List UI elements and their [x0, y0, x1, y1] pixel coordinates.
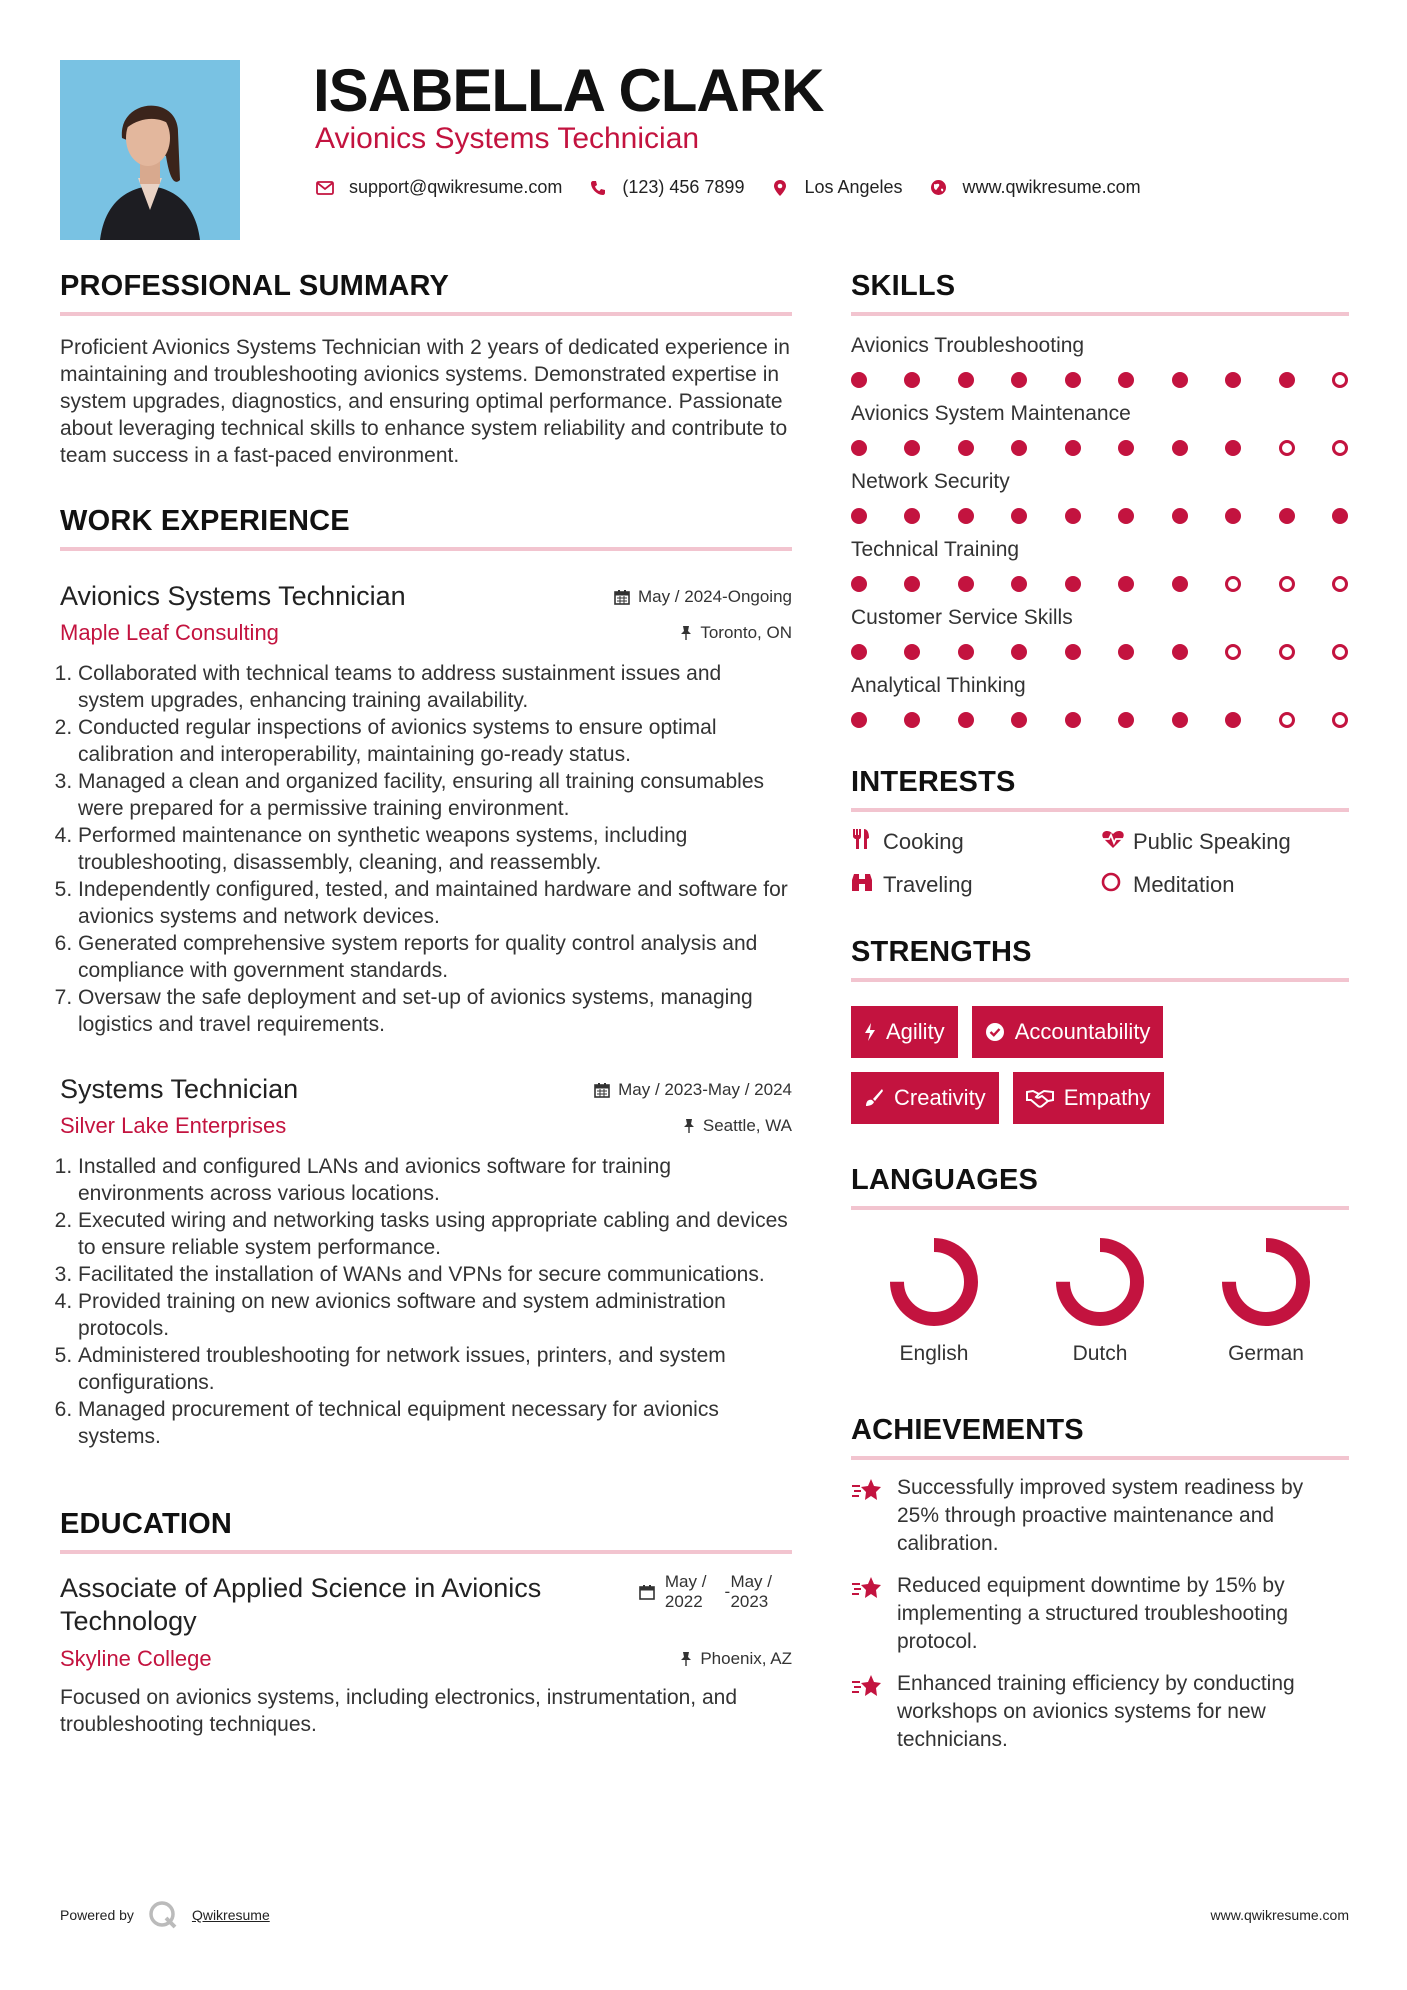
skill-dot-filled: [1279, 372, 1295, 388]
utensils-icon: [851, 828, 871, 856]
skill-dot-filled: [1172, 372, 1188, 388]
edu-end-year: 2023: [730, 1592, 769, 1611]
job-location-text: Seattle, WA: [702, 1116, 792, 1135]
job-bullets: [60, 1153, 792, 1450]
skill-dot-filled: [851, 508, 867, 524]
map-pin-icon: [770, 178, 790, 198]
left-column: [60, 270, 792, 1738]
job-location: [680, 623, 792, 643]
list-item: 5. Independently configured, tested, and maintained hardware and software for avionics systems and network devices.: [78, 876, 792, 930]
skill-dot-filled: [1225, 508, 1241, 524]
skill-dot-empty: [1332, 440, 1348, 456]
skill-dot-filled: [958, 508, 974, 524]
circle-icon: [1101, 872, 1121, 898]
skill-dot-filled: [1118, 508, 1134, 524]
star-icon: [851, 1477, 883, 1508]
profile-photo-illustration: [60, 60, 240, 240]
job-dates: [594, 1080, 792, 1100]
interest-item: [1101, 872, 1349, 898]
skill-dot-filled: [1118, 644, 1134, 660]
contact-phone-text: (123) 456 7899: [622, 177, 745, 197]
skill-dot-filled: [904, 440, 920, 456]
list-item: 6. Generated comprehensive system reports for quality control analysis and compliance with government standards.: [78, 930, 792, 984]
skill-rating: [851, 576, 1348, 592]
skills-section: [851, 270, 1349, 728]
calendar-icon: [614, 589, 630, 605]
interest-label: Traveling: [883, 872, 973, 897]
skill-dot-filled: [851, 576, 867, 592]
skill-dot-filled: [958, 576, 974, 592]
achievements-heading: ACHIEVEMENTS: [851, 1414, 1349, 1460]
edu-start-year: 2022: [664, 1592, 703, 1611]
language-ring: [1218, 1234, 1314, 1330]
strengths-list: [851, 1006, 1349, 1124]
strength-label: Agility: [886, 1019, 945, 1044]
skill-name: Customer Service Skills: [851, 606, 1073, 629]
list-item: 1. Collaborated with technical teams to address sustainment issues and system upgrades, enhancing training availability.: [78, 660, 792, 714]
skill-dot-empty: [1225, 644, 1241, 660]
summary-heading: PROFESSIONAL SUMMARY: [60, 270, 792, 316]
skill-dot-filled: [1225, 440, 1241, 456]
skill-dot-filled: [1172, 712, 1188, 728]
skill-dot-filled: [1118, 712, 1134, 728]
language-name: Dutch: [1072, 1342, 1128, 1365]
contact-website[interactable]: [929, 177, 1141, 198]
skill-dot-filled: [1118, 372, 1134, 388]
contact-bar: [315, 177, 1153, 198]
skills-heading: SKILLS: [851, 270, 1349, 316]
company-name: Maple Leaf Consulting: [60, 620, 279, 645]
list-item: 2. Conducted regular inspections of avionics systems to ensure optimal calibration and interoperability, maintaining go-ready status.: [78, 714, 792, 768]
contact-email[interactable]: [315, 177, 562, 198]
calendar-icon: [594, 1082, 610, 1098]
education-description: Focused on avionics systems, including electronics, instrumentation, and troubleshooting techniques.: [60, 1686, 738, 1736]
skill-rating: [851, 372, 1348, 388]
skill-dot-filled: [904, 372, 920, 388]
job-entry: [60, 581, 792, 1038]
skill-dot-empty: [1332, 712, 1348, 728]
powered-by-label: Powered by: [60, 1907, 134, 1923]
contact-website-text: www.qwikresume.com: [962, 177, 1141, 197]
edu-start-month: May /: [664, 1572, 707, 1591]
language-item: [1183, 1234, 1349, 1366]
skill-name: Analytical Thinking: [851, 674, 1026, 697]
list-item: 1. Installed and configured LANs and avionics software for training environments across various locations.: [78, 1153, 792, 1207]
edu-dash: -: [724, 1582, 731, 1601]
skill-name: Technical Training: [851, 538, 1020, 561]
skill-dot-filled: [958, 440, 974, 456]
skill-dot-filled: [1011, 440, 1027, 456]
strength-badge: [1013, 1072, 1164, 1124]
school-location: [680, 1649, 792, 1669]
skill-dot-empty: [1225, 576, 1241, 592]
brush-icon: [864, 1088, 884, 1108]
list-item: 4. Provided training on new avionics software and system administration protocols.: [78, 1288, 792, 1342]
education-dates: [639, 1572, 772, 1638]
skill-name: Avionics Troubleshooting: [851, 334, 1085, 357]
skill-dot-filled: [1065, 644, 1081, 660]
language-proficiency-arc: [1229, 1245, 1303, 1319]
interest-item: [1101, 828, 1349, 856]
right-column: [851, 270, 1349, 1754]
skill-dot-empty: [1332, 644, 1348, 660]
handshake-icon: [1026, 1088, 1054, 1108]
list-item: 6. Managed procurement of technical equipment necessary for avionics systems.: [78, 1396, 792, 1450]
skill-dot-filled: [1225, 372, 1241, 388]
skill-dot-filled: [1279, 508, 1295, 524]
skill-dot-filled: [1011, 712, 1027, 728]
strength-badge: [851, 1072, 999, 1124]
skill-dot-filled: [851, 644, 867, 660]
candidate-title: Avionics Systems Technician: [315, 122, 700, 155]
skill-dot-filled: [1065, 372, 1081, 388]
school-location-text: Phoenix, AZ: [700, 1649, 792, 1668]
skill-dot-filled: [1011, 508, 1027, 524]
interests-list: [851, 828, 1349, 898]
job-dates: [614, 587, 792, 607]
skill-dot-filled: [1065, 440, 1081, 456]
skill-dot-filled: [958, 644, 974, 660]
language-name: English: [899, 1342, 969, 1365]
interests-section: [851, 766, 1349, 898]
language-proficiency-arc: [1063, 1245, 1137, 1319]
language-item: [1017, 1234, 1183, 1366]
contact-phone[interactable]: [588, 177, 744, 198]
interest-item: [851, 872, 1101, 898]
footer-url[interactable]: www.qwikresume.com: [1210, 1907, 1349, 1923]
skill-dot-filled: [958, 712, 974, 728]
skill-dot-filled: [1172, 576, 1188, 592]
skill-rating: [851, 644, 1348, 660]
summary-section: [60, 270, 792, 469]
job-dates-text: May / 2023-May / 2024: [618, 1080, 792, 1099]
job-location: [683, 1116, 792, 1136]
contact-location: [770, 177, 902, 198]
globe-icon: [929, 178, 949, 198]
interest-label: Public Speaking: [1133, 829, 1291, 854]
skill-dot-filled: [904, 508, 920, 524]
skill-dot-filled: [1118, 440, 1134, 456]
skill-dot-empty: [1332, 372, 1348, 388]
company-name: Silver Lake Enterprises: [60, 1113, 287, 1138]
skill-dot-empty: [1279, 576, 1295, 592]
skill-dot-filled: [1172, 440, 1188, 456]
skill-rating: [851, 508, 1348, 524]
language-name: German: [1228, 1342, 1304, 1365]
strength-badge: [972, 1006, 1164, 1058]
languages-list: [851, 1234, 1349, 1366]
skill-dot-filled: [1065, 712, 1081, 728]
skill-dot-empty: [1279, 712, 1295, 728]
experience-heading: WORK EXPERIENCE: [60, 505, 792, 551]
list-item: 7. Oversaw the safe deployment and set-up of avionics systems, managing logistics and travel requirements.: [78, 984, 792, 1038]
school-name: Skyline College: [60, 1646, 212, 1671]
profile-photo: [60, 60, 240, 240]
skill-dot-filled: [1332, 508, 1348, 524]
education-section: [60, 1508, 792, 1738]
skill-dot-filled: [1065, 508, 1081, 524]
strengths-section: [851, 936, 1349, 1124]
skill-dot-filled: [904, 644, 920, 660]
strength-label: Creativity: [894, 1085, 986, 1110]
heartbeat-icon: [1101, 829, 1121, 855]
experience-section: [60, 505, 792, 1450]
languages-section: [851, 1164, 1349, 1366]
pushpin-icon: [683, 1118, 695, 1134]
skill-dot-filled: [904, 712, 920, 728]
skill-rating: [851, 440, 1348, 456]
qwikresume-logo-icon: [148, 1900, 178, 1930]
strength-label: Accountability: [1014, 1019, 1151, 1044]
achievement-text: Reduced equipment downtime by 15% by implementing a structured troubleshooting protocol.: [897, 1574, 1289, 1653]
list-item: 3. Managed a clean and organized facility, ensuring all training consumables were prepared for a permissive training environment.: [78, 768, 792, 822]
bolt-icon: [864, 1022, 876, 1042]
skill-dot-empty: [1279, 644, 1295, 660]
envelope-icon: [315, 178, 335, 198]
interests-heading: INTERESTS: [851, 766, 1349, 812]
skill-dot-filled: [904, 576, 920, 592]
language-proficiency-arc: [897, 1245, 971, 1319]
language-ring: [1052, 1234, 1148, 1330]
skill-name: Network Security: [851, 470, 1010, 493]
job-bullets: [60, 660, 792, 1038]
strength-label: Empathy: [1063, 1085, 1151, 1110]
achievement-item: [851, 1670, 1349, 1754]
star-icon: [851, 1575, 883, 1606]
skill-dot-filled: [1225, 712, 1241, 728]
calendar-icon: [639, 1584, 655, 1600]
strengths-heading: STRENGTHS: [851, 936, 1349, 982]
skills-list: [851, 334, 1349, 728]
achievement-text: Enhanced training efficiency by conducting workshops on avionics systems for new technicians.: [897, 1672, 1295, 1751]
job-entry: [60, 1074, 792, 1450]
skill-dot-filled: [1118, 576, 1134, 592]
list-item: 4. Performed maintenance on synthetic weapons systems, including troubleshooting, disassembly, cleaning, and reassembly.: [78, 822, 792, 876]
list-item: 2. Executed wiring and networking tasks using appropriate cabling and devices to ensure reliable system performance.: [78, 1207, 792, 1261]
skill-dot-filled: [958, 372, 974, 388]
phone-icon: [588, 178, 608, 198]
qwikresume-link[interactable]: Qwikresume: [191, 1907, 270, 1923]
footer-powered-by: [60, 1900, 270, 1930]
binoculars-icon: [851, 872, 871, 898]
skill-dot-empty: [1332, 576, 1348, 592]
interest-item: [851, 828, 1101, 856]
achievement-item: [851, 1474, 1349, 1558]
skill-dot-empty: [1279, 440, 1295, 456]
skill-dot-filled: [1172, 644, 1188, 660]
language-ring: [886, 1234, 982, 1330]
job-location-text: Toronto, ON: [700, 623, 792, 642]
list-item: 5. Administered troubleshooting for network issues, printers, and system configurations.: [78, 1342, 792, 1396]
pushpin-icon: [680, 625, 692, 641]
skill-rating: [851, 712, 1348, 728]
degree-title: Associate of Applied Science in Avionics Technology: [60, 1573, 542, 1636]
strength-badge: [851, 1006, 958, 1058]
job-title: Systems Technician: [60, 1074, 299, 1104]
skill-dot-filled: [1011, 372, 1027, 388]
education-heading: EDUCATION: [60, 1508, 792, 1554]
pushpin-icon: [680, 1651, 692, 1667]
skill-dot-filled: [851, 440, 867, 456]
skill-dot-filled: [1172, 508, 1188, 524]
interest-label: Cooking: [883, 829, 964, 854]
interest-label: Meditation: [1133, 872, 1235, 897]
skill-dot-filled: [851, 712, 867, 728]
achievement-text: Successfully improved system readiness by 25% through proactive maintenance and calibration.: [897, 1476, 1304, 1555]
candidate-name: ISABELLA CLARK: [313, 57, 824, 124]
skill-dot-filled: [851, 372, 867, 388]
star-icon: [851, 1673, 883, 1704]
check-circle-icon: [985, 1022, 1005, 1042]
summary-text: Proficient Avionics Systems Technician with 2 years of dedicated experience in maintaining and troubleshooting avionics systems. Demonstrated expertise in system upgrades, diagnostics, and ensuring optimal performance. Passionate about leveraging technical skills to enhance system reliability and contribute to team success in a fast-paced environment.: [60, 336, 790, 467]
achievement-item: [851, 1572, 1349, 1656]
language-item: [851, 1234, 1017, 1366]
languages-heading: LANGUAGES: [851, 1164, 1349, 1210]
job-dates-text: May / 2024-Ongoing: [637, 587, 792, 606]
contact-location-text: Los Angeles: [804, 177, 903, 197]
skill-dot-filled: [1011, 644, 1027, 660]
skill-dot-filled: [1065, 576, 1081, 592]
edu-end-month: May /: [730, 1572, 772, 1591]
contact-email-text: support@qwikresume.com: [349, 177, 563, 197]
skill-dot-filled: [1011, 576, 1027, 592]
skill-name: Avionics System Maintenance: [851, 402, 1131, 425]
achievements-section: [851, 1414, 1349, 1754]
job-title: Avionics Systems Technician: [60, 581, 406, 611]
list-item: 3. Facilitated the installation of WANs and VPNs for secure communications.: [78, 1261, 792, 1288]
